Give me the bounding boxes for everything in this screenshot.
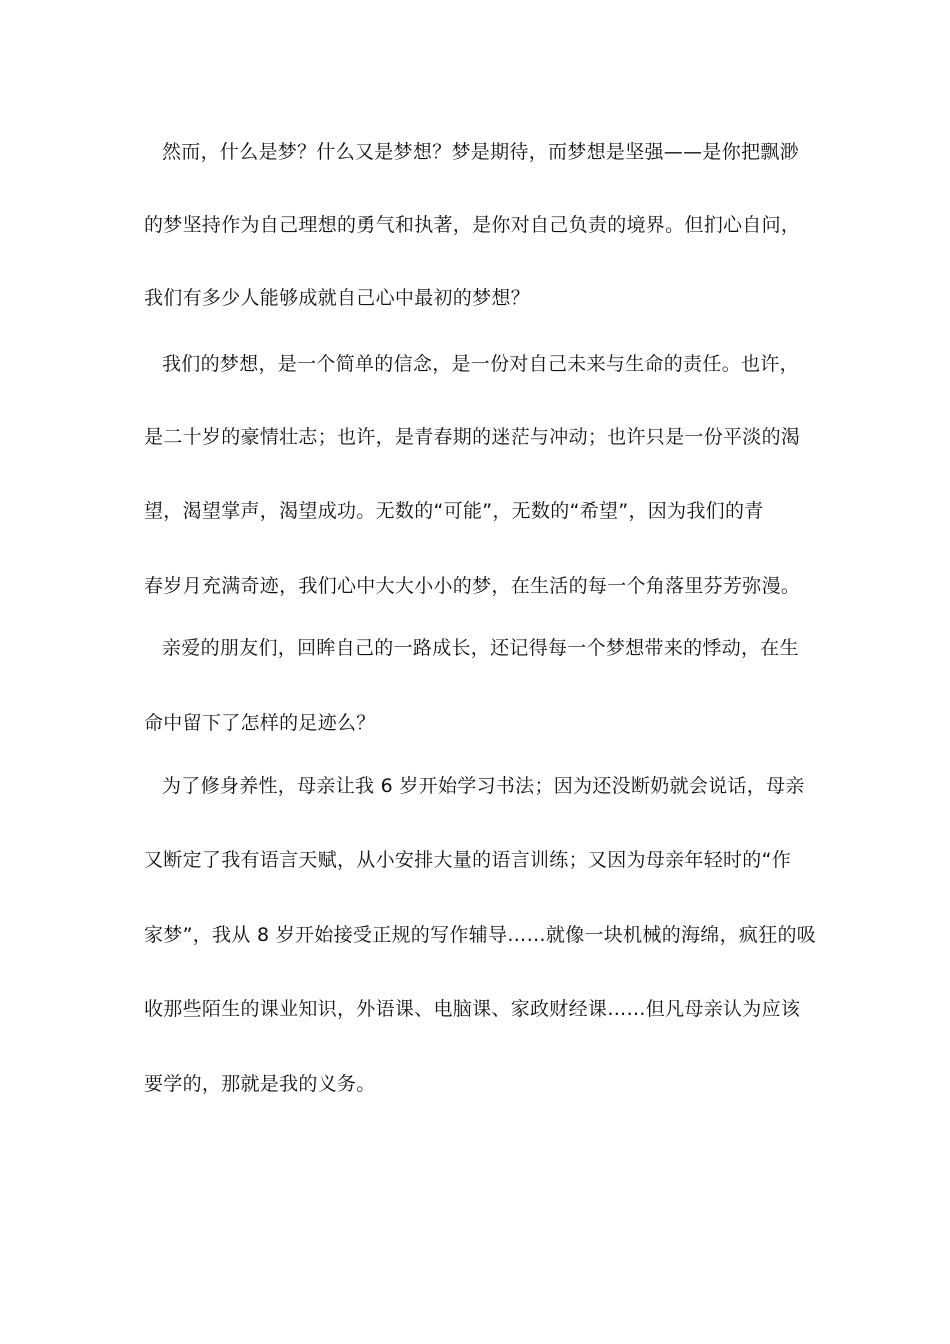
paragraph-3-line-1: 亲爱的朋友们，回眸自己的一路成长，还记得每一个梦想带来的悸动，在生: [162, 637, 799, 659]
paragraph-2-line-1: 我们的梦想，是一个简单的信念，是一份对自己未来与生命的责任。也许，: [162, 353, 799, 375]
paragraph-1-line-3: 我们有多少人能够成就自己心中最初的梦想？: [144, 287, 531, 309]
paragraph-4-line-2: 又断定了我有语言天赋，从小安排大量的语言训练；又因为母亲年轻时的“作: [144, 849, 792, 871]
paragraph-4-line-3: 家梦”，我从 8 岁开始接受正规的写作辅导……就像一块机械的海绵，疯狂的吸: [144, 924, 817, 946]
paragraph-1-line-1: 然而，什么是梦？什么又是梦想？梦是期待，而梦想是坚强——是你把飘渺: [162, 141, 799, 163]
paragraph-4-line-1: 为了修身养性，母亲让我 6 岁开始学习书法；因为还没断奶就会说话，母亲: [162, 775, 805, 797]
paragraph-3-line-2: 命中留下了怎样的足迹么？: [144, 712, 376, 734]
paragraph-2-line-3: 望，渴望掌声，渴望成功。无数的“可能”，无数的“希望”，因为我们的青: [144, 500, 764, 522]
paragraph-2-line-4: 春岁月充满奇迹，我们心中大大小小的梦，在生活的每一个角落里芬芳弥漫。: [144, 575, 801, 597]
paragraph-4-line-4: 收那些陌生的课业知识，外语课、电脑课、家政财经课……但凡母亲认为应该: [144, 998, 801, 1020]
paragraph-2-line-2: 是二十岁的豪情壮志；也许，是青春期的迷茫与冲动；也许只是一份平淡的渴: [144, 426, 801, 448]
paragraph-1-line-2: 的梦坚持作为自己理想的勇气和执著，是你对自己负责的境界。但扪心自问，: [144, 214, 801, 236]
paragraph-4-line-5: 要学的，那就是我的义务。: [144, 1073, 376, 1095]
